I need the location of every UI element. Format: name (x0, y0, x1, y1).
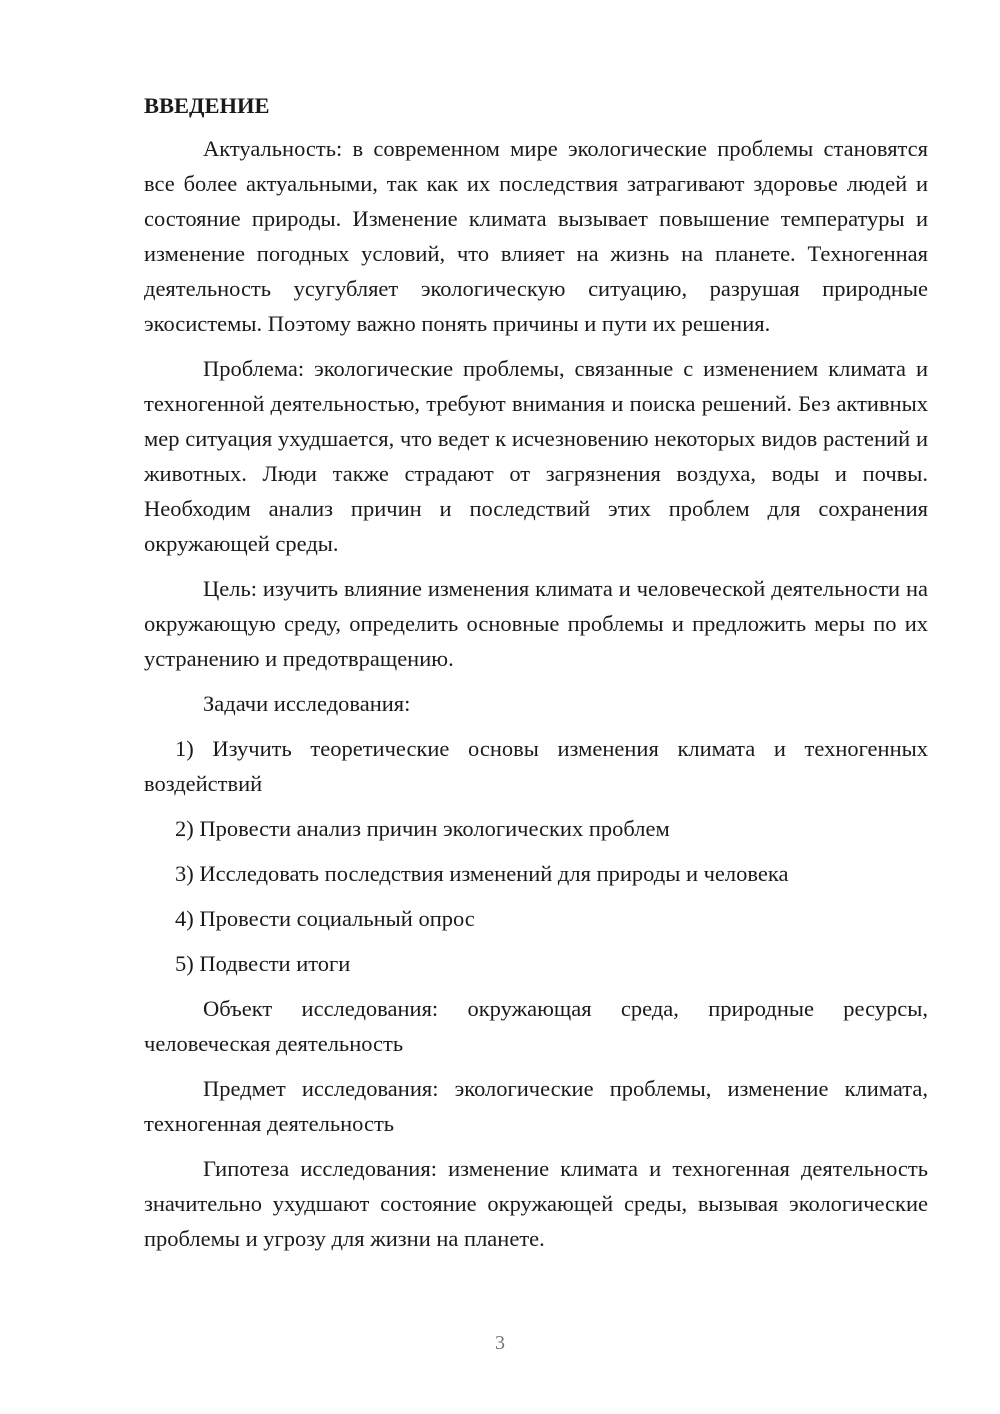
task-item: 4) Провести социальный опрос (175, 906, 475, 931)
hypothesis-paragraph: Гипотеза исследования: изменение климата и техногенная деятельность значительно ухудшают состояние окружающей среды, вызывая экологические проблемы и угрозу для жизни на планете. (144, 1156, 928, 1251)
subject-paragraph: Предмет исследования: экологические проблемы, изменение климата, техногенная деятельность (144, 1076, 928, 1136)
task-item: 2) Провести анализ причин экологических проблем (175, 816, 670, 841)
task-item: 1) Изучить теоретические основы изменения климата и техногенных воздействий (144, 736, 928, 796)
section-heading: ВВЕДЕНИЕ (144, 93, 270, 118)
tasks-list (144, 731, 928, 981)
task-item: 5) Подвести итоги (175, 951, 351, 976)
goal-paragraph: Цель: изучить влияние изменения климата и человеческой деятельности на окружающую среду, определить основные проблемы и предложить меры по их устранению и предотвращению. (144, 576, 928, 671)
object-paragraph: Объект исследования: окружающая среда, природные ресурсы, человеческая деятельность (144, 996, 928, 1056)
task-item: 3) Исследовать последствия изменений для природы и человека (175, 861, 789, 886)
page-number: 3 (495, 1332, 505, 1354)
tasks-title: Задачи исследования: (203, 691, 411, 716)
problem-paragraph: Проблема: экологические проблемы, связанные с изменением климата и техногенной деятельностью, требуют внимания и поиска решений. Без активных мер ситуация ухудшается, что ведет к исчезновению некоторых видов растений и животных. Люди также страдают от загрязнения воздуха, воды и почвы. Необходим анализ причин и последствий этих проблем для сохранения окружающей среды. (144, 356, 928, 556)
document-page (144, 88, 928, 1266)
relevance-paragraph: Актуальность: в современном мире экологические проблемы становятся все более актуальными, так как их последствия затрагивают здоровье людей и состояние природы. Изменение климата вызывает повышение температуры и изменение погодных условий, что влияет на жизнь на планете. Техногенная деятельность усугубляет экологическую ситуацию, разрушая природные экосистемы. Поэтому важно понять причины и пути их решения. (144, 136, 928, 336)
